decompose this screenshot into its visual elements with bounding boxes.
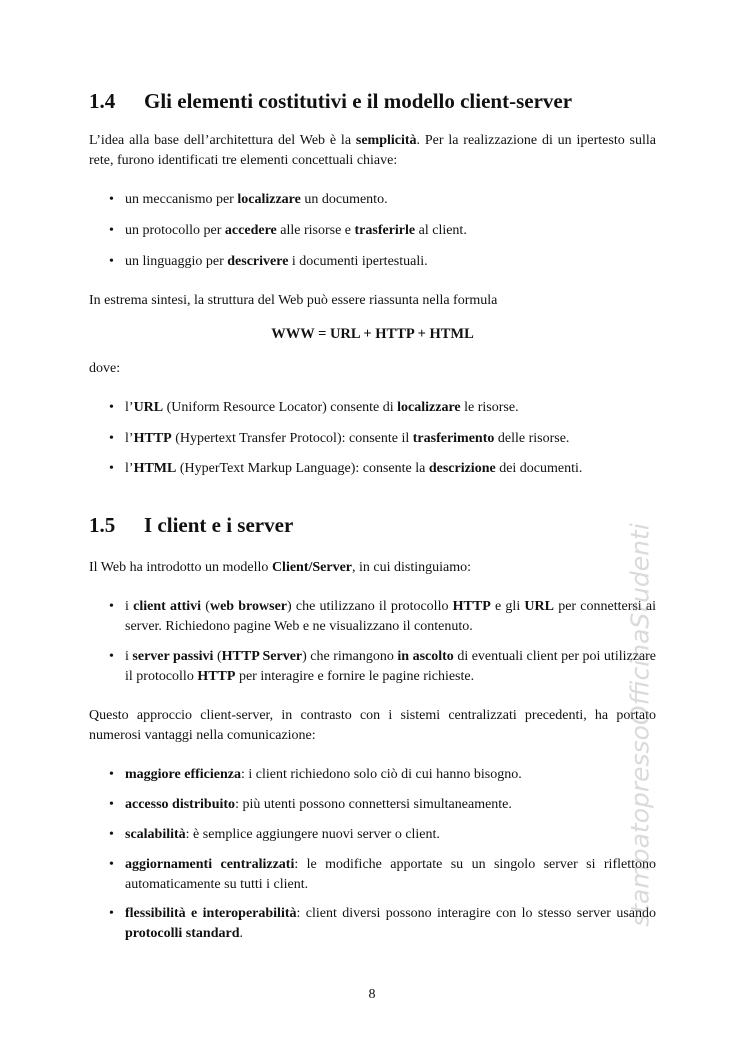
list-item: [109, 647, 657, 686]
section-heading-1-5: 1.5 I client e i server: [89, 513, 294, 537]
bullet-icon: •: [109, 857, 114, 872]
text: . Per la realizzazione di un ipertesto sulla rete, furono identificati tre elementi concettuali chiave:: [89, 133, 656, 168]
bullet-icon: •: [109, 649, 114, 664]
text: al client.: [415, 223, 467, 238]
text: un documento.: [300, 192, 388, 207]
bold-text: scalabilità: [125, 827, 186, 842]
bullet-icon: •: [109, 254, 114, 269]
text: dove:: [89, 361, 121, 376]
text: : le modifiche apportate su un singolo server si riflettono automaticamente su tutti i client.: [125, 857, 656, 892]
list-item: [109, 795, 656, 815]
text: ) che utilizzano il protocollo: [287, 599, 453, 614]
bold-text: URL: [524, 599, 554, 614]
text: In estrema sintesi, la struttura del Web può essere riassunta nella formula: [89, 293, 498, 308]
bold-text: URL: [133, 400, 164, 415]
bold-text: trasferirle: [354, 223, 416, 238]
bullet-icon: •: [109, 223, 114, 238]
text: l’: [125, 461, 134, 476]
bold-text: aggiornamenti centralizzati: [125, 857, 295, 872]
text: .: [239, 925, 243, 941]
list-item: [109, 855, 656, 894]
bullet-icon: •: [109, 461, 114, 476]
text: l’: [125, 431, 134, 446]
text: Il Web ha introdotto un modello: [89, 560, 272, 575]
bold-text: protocolli standard: [125, 925, 240, 941]
section-heading-1-4: 1.4 Gli elementi costitutivi e il modello client-server: [89, 89, 573, 113]
text: Questo approccio client-server, in contrasto con i sistemi centralizzati precedenti, ha portato numerosi vantaggi nella comunicazione:: [89, 708, 656, 743]
bold-text: descrizione: [428, 461, 496, 476]
bold-text: HTTP: [197, 668, 236, 684]
bullet-icon: •: [109, 906, 114, 921]
bold-text: HTTP: [133, 431, 172, 446]
text: i: [125, 649, 133, 664]
bold-text: HTTP: [452, 599, 491, 614]
text: per interagire e fornire le pagine richieste.: [235, 668, 475, 684]
text: di eventuali client per poi utilizzare il protocollo: [125, 649, 657, 684]
paragraph-where: [89, 359, 656, 379]
bold-text: semplicità: [355, 133, 417, 148]
bullet-icon: •: [109, 400, 114, 415]
list-item: [109, 597, 657, 636]
list-item: [109, 398, 656, 418]
formula: WWW = URL + HTTP + HTML: [271, 326, 474, 342]
text: (HyperText Markup Language): consente la: [176, 461, 429, 476]
bullet-icon: •: [109, 599, 114, 614]
text: (: [213, 649, 222, 664]
text: delle risorse.: [494, 431, 570, 446]
text: le risorse.: [460, 400, 519, 415]
list-item: [109, 252, 656, 272]
bullet-icon: •: [109, 797, 114, 812]
bold-text: localizzare: [237, 192, 301, 207]
list-item: [109, 825, 656, 845]
text: (Uniform Resource Locator) consente di: [163, 400, 398, 415]
bold-text: client attivi: [133, 599, 202, 614]
list-item: [109, 765, 656, 785]
text: per connettersi ai server. Richiedono pagine Web e ne visualizzano il contenuto.: [125, 599, 657, 634]
watermark: stampatopressoOfficinaStudenti: [625, 523, 655, 927]
text: alle risorse e: [276, 223, 355, 238]
bold-text: descrivere: [227, 254, 289, 269]
paragraph-intro: [89, 558, 656, 578]
text: i documenti ipertestuali.: [288, 254, 428, 269]
paragraph-intro: [89, 131, 656, 170]
bold-text: web browser: [209, 599, 288, 614]
paragraph-summary: [89, 291, 656, 311]
text: (Hypertext Transfer Protocol): consente il: [171, 431, 413, 446]
bullet-icon: •: [109, 431, 114, 446]
text: un linguaggio per: [125, 254, 228, 269]
text: e gli: [490, 599, 525, 614]
text: , in cui distinguiamo:: [352, 560, 472, 575]
text: (: [201, 599, 210, 614]
bullet-icon: •: [109, 767, 114, 782]
list-item: [109, 429, 656, 449]
bold-text: maggiore efficienza: [125, 767, 241, 782]
list-item: [109, 221, 656, 241]
text: un meccanismo per: [125, 192, 238, 207]
bullet-icon: •: [109, 827, 114, 842]
text: l’: [125, 400, 134, 415]
bold-text: server passivi: [132, 649, 214, 664]
page-number: 8: [368, 987, 376, 1002]
text: L’idea alla base dell’architettura del Web è la: [89, 133, 356, 148]
bold-text: accesso distribuito: [125, 797, 236, 812]
list-item: [109, 459, 656, 479]
bold-text: in ascolto: [397, 649, 454, 664]
bold-text: flessibilità e interoperabilità: [125, 906, 297, 921]
bold-text: HTTP Server: [221, 649, 303, 664]
text: : i client richiedono solo ciò di cui hanno bisogno.: [240, 767, 522, 782]
text: ) che rimangono: [302, 649, 398, 664]
text: : è semplice aggiungere nuovi server o client.: [185, 827, 440, 842]
list-item: [109, 190, 656, 210]
text: i: [125, 599, 134, 614]
bullet-icon: •: [109, 192, 114, 207]
text: : client diversi possono interagire con lo stesso server usando: [296, 906, 656, 921]
text: dei documenti.: [495, 461, 583, 476]
paragraph-advantages: [89, 706, 656, 745]
bold-text: HTML: [133, 461, 177, 476]
bold-text: localizzare: [397, 400, 461, 415]
text: un protocollo per: [125, 223, 225, 238]
list-item: [109, 904, 656, 943]
bold-text: accedere: [224, 223, 277, 238]
bold-text: trasferimento: [412, 431, 495, 446]
bold-text: Client/Server: [271, 560, 353, 575]
text: : più utenti possono connettersi simultaneamente.: [235, 797, 512, 812]
